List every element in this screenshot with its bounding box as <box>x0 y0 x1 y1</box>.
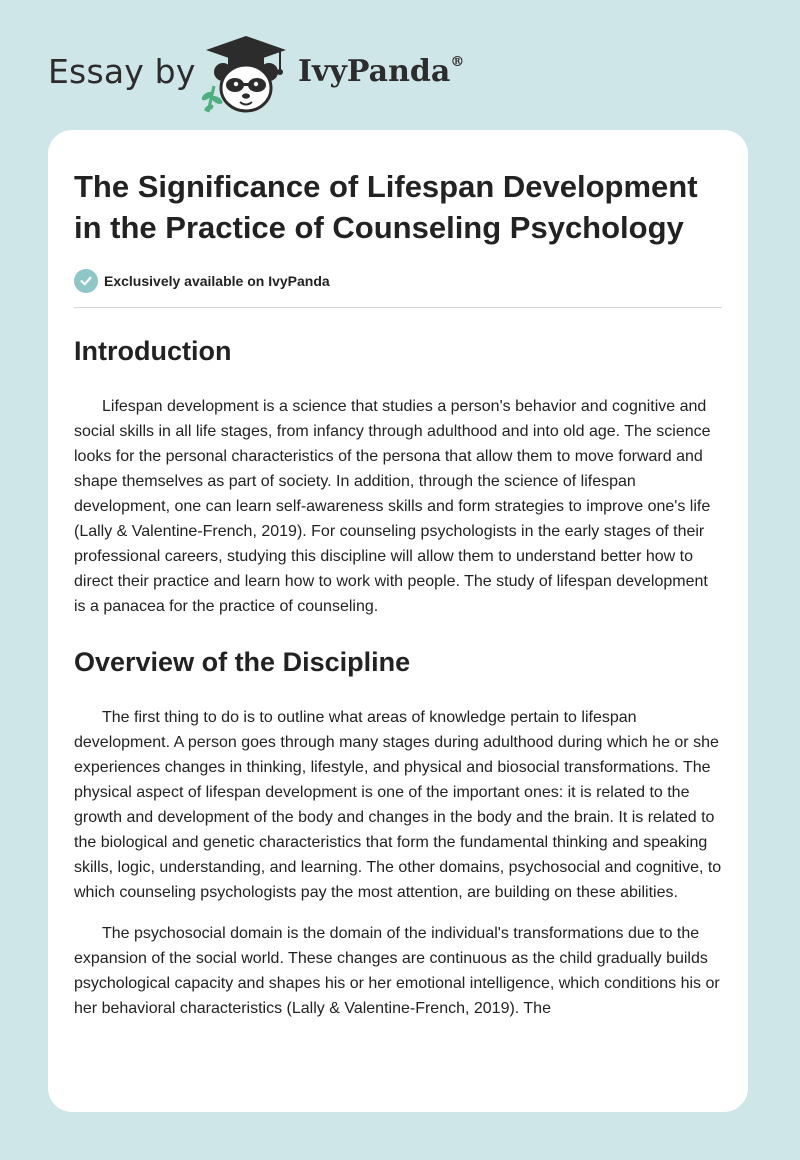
page-title: The Significance of Lifespan Development in the Practice of Counseling Psychology <box>74 169 698 245</box>
paragraph: The first thing to do is to outline what areas of knowledge pertain to lifespan development. A person goes through many stages during adulthood during which he or she experiences changes in thinking, lifestyle, and physical and biosocial transformations. The physical aspect of lifespan development is one of the important ones: it is related to the growth and development of the body and changes in the body and the brain. It is related to the biological and genetic characteristics that form the fundamental thinking and speaking skills, logic, understanding, and learning. The other domains, psychosocial and cognitive, to which counseling psychologists pay the most attention, are building on these abilities. <box>74 709 722 901</box>
paragraph: Lifespan development is a science that studies a person's behavior and cognitive and social skills in all life stages, from infancy through adulthood and into old age. The science looks for the personal characteristics of the persona that allow them to move forward and shape themselves as part of society. In addition, through the science of lifespan development, one can learn self-awareness skills and form strategies to improve one's life (Lally & Valentine-French, 2019). For counseling psychologists in the early stages of their professional careers, studying this discipline will allow them to understand better how to direct their practice and learn how to work with people. The study of lifespan development is a panacea for the practice of counseling. <box>74 398 711 615</box>
check-icon <box>74 269 98 293</box>
divider <box>74 307 722 308</box>
essay-card <box>48 130 748 1112</box>
section-heading-overview: Overview of the Discipline <box>74 647 411 677</box>
section-heading-introduction: Introduction <box>74 336 232 366</box>
brand-logo[interactable] <box>48 34 508 114</box>
paragraph: The psychosocial domain is the domain of the individual's transformations due to the expansion of the social world. These changes are continuous as the child gradually builds psychological capacity and shapes his or her emotional intelligence, which conditions his or her behavioral characteristics (Lally & Valentine-French, 2019). The <box>74 925 720 1017</box>
exclusive-badge <box>74 268 722 294</box>
brand-prefix: Essay by <box>48 52 196 91</box>
exclusive-label: Exclusively available on IvyPanda <box>104 273 330 289</box>
panda-graduate-logo-icon <box>200 34 292 114</box>
brand-name: IvyPanda® <box>298 54 465 89</box>
